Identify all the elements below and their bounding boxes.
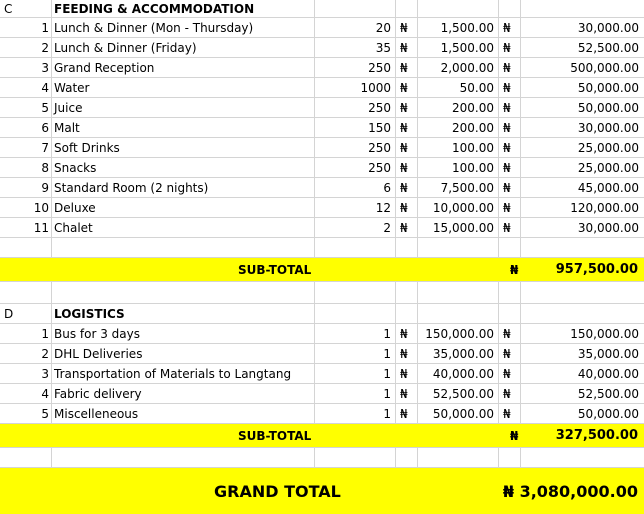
item-quantity[interactable]: 2 <box>315 218 396 237</box>
table-row[interactable] <box>0 344 644 364</box>
item-rate[interactable]: 50.00 <box>418 78 499 97</box>
item-quantity[interactable]: 1 <box>315 364 396 383</box>
empty-cell[interactable] <box>315 238 396 257</box>
table-row[interactable] <box>0 98 644 118</box>
empty-cell[interactable] <box>52 238 315 257</box>
item-rate[interactable]: 200.00 <box>418 98 499 117</box>
empty-cell[interactable] <box>499 0 521 17</box>
section-c-subtotal-row[interactable] <box>0 258 644 282</box>
naira-symbol[interactable]: ₦ <box>499 118 521 137</box>
item-number[interactable]: 6 <box>0 118 52 137</box>
empty-cell[interactable] <box>0 448 52 467</box>
section-c-title[interactable]: FEEDING & ACCOMMODATION <box>52 0 315 17</box>
section-c-letter[interactable]: C <box>0 0 52 17</box>
empty-cell[interactable] <box>396 238 418 257</box>
item-quantity[interactable]: 1 <box>315 324 396 343</box>
section-d-subtotal-row[interactable] <box>0 424 644 448</box>
naira-symbol[interactable]: ₦ <box>396 98 418 117</box>
table-row[interactable] <box>0 404 644 424</box>
section-d-subtotal-value: 327,500.00 <box>555 428 638 443</box>
item-number[interactable]: 5 <box>0 98 52 117</box>
item-description[interactable]: Transportation of Materials to Langtang <box>52 364 315 383</box>
table-row[interactable] <box>0 158 644 178</box>
naira-symbol[interactable]: ₦ <box>396 384 418 403</box>
item-number[interactable]: 3 <box>0 364 52 383</box>
empty-cell[interactable] <box>521 448 644 467</box>
item-description[interactable]: Malt <box>52 118 315 137</box>
item-quantity[interactable]: 35 <box>315 38 396 57</box>
item-number[interactable]: 1 <box>0 324 52 343</box>
naira-symbol[interactable]: ₦ <box>396 198 418 217</box>
item-amount[interactable]: 25,000.00 <box>577 140 639 155</box>
item-quantity[interactable]: 150 <box>315 118 396 137</box>
item-quantity[interactable]: 250 <box>315 158 396 177</box>
empty-cell[interactable] <box>521 304 644 323</box>
empty-cell[interactable] <box>418 0 499 17</box>
empty-cell[interactable] <box>52 282 315 303</box>
naira-symbol[interactable]: ₦ <box>499 324 521 343</box>
item-rate[interactable]: 100.00 <box>418 138 499 157</box>
item-quantity[interactable]: 250 <box>315 58 396 77</box>
item-rate[interactable]: 1,500.00 <box>418 38 499 57</box>
table-row[interactable] <box>0 138 644 158</box>
naira-symbol[interactable]: ₦ <box>499 404 521 423</box>
item-amount[interactable]: 40,000.00 <box>577 366 639 381</box>
item-description[interactable]: Standard Room (2 nights) <box>52 178 315 197</box>
item-quantity[interactable]: 1 <box>315 404 396 423</box>
item-amount[interactable]: 52,500.00 <box>577 40 639 55</box>
naira-symbol[interactable]: ₦ <box>396 178 418 197</box>
item-description[interactable]: Snacks <box>52 158 315 177</box>
item-number[interactable]: 8 <box>0 158 52 177</box>
item-rate[interactable]: 15,000.00 <box>418 218 499 237</box>
item-number[interactable]: 3 <box>0 58 52 77</box>
table-row[interactable] <box>0 324 644 344</box>
naira-symbol: ₦ <box>510 262 519 277</box>
empty-cell[interactable] <box>396 448 418 467</box>
item-rate[interactable]: 7,500.00 <box>418 178 499 197</box>
item-amount[interactable]: 52,500.00 <box>577 386 639 401</box>
empty-row[interactable] <box>0 282 644 304</box>
naira-symbol[interactable]: ₦ <box>396 344 418 363</box>
section-c-subtotal-label: SUB-TOTAL <box>238 262 312 277</box>
naira-symbol[interactable]: ₦ <box>396 324 418 343</box>
item-description[interactable]: Water <box>52 78 315 97</box>
item-amount[interactable]: 50,000.00 <box>577 406 639 421</box>
item-number[interactable]: 2 <box>0 38 52 57</box>
item-amount[interactable]: 50,000.00 <box>577 100 639 115</box>
item-quantity[interactable]: 6 <box>315 178 396 197</box>
item-description[interactable]: DHL Deliveries <box>52 344 315 363</box>
empty-cell[interactable] <box>418 238 499 257</box>
empty-cell[interactable] <box>521 0 644 17</box>
table-row[interactable] <box>0 18 644 38</box>
table-row[interactable] <box>0 178 644 198</box>
grand-total-value: ₦ 3,080,000.00 <box>502 481 638 501</box>
naira-symbol[interactable]: ₦ <box>396 158 418 177</box>
item-number[interactable]: 2 <box>0 344 52 363</box>
item-amount[interactable]: 25,000.00 <box>577 160 639 175</box>
naira-symbol[interactable]: ₦ <box>499 384 521 403</box>
empty-cell[interactable] <box>0 238 52 257</box>
item-number[interactable]: 4 <box>0 384 52 403</box>
item-amount[interactable]: 500,000.00 <box>570 60 639 75</box>
naira-symbol[interactable]: ₦ <box>499 198 521 217</box>
item-rate[interactable]: 10,000.00 <box>418 198 499 217</box>
section-d-header-row[interactable] <box>0 304 644 324</box>
item-rate[interactable]: 40,000.00 <box>418 364 499 383</box>
item-description[interactable]: Deluxe <box>52 198 315 217</box>
empty-cell[interactable] <box>499 304 521 323</box>
section-c-header-row[interactable] <box>0 0 644 18</box>
naira-symbol[interactable]: ₦ <box>396 364 418 383</box>
item-rate[interactable]: 100.00 <box>418 158 499 177</box>
empty-cell[interactable] <box>418 304 499 323</box>
item-rate[interactable]: 50,000.00 <box>418 404 499 423</box>
item-amount[interactable]: 45,000.00 <box>577 180 639 195</box>
item-amount[interactable]: 30,000.00 <box>577 120 639 135</box>
naira-symbol[interactable]: ₦ <box>499 158 521 177</box>
empty-cell[interactable] <box>521 282 644 303</box>
naira-symbol[interactable]: ₦ <box>396 58 418 77</box>
item-rate[interactable]: 200.00 <box>418 118 499 137</box>
table-row[interactable] <box>0 78 644 98</box>
item-quantity[interactable]: 1000 <box>315 78 396 97</box>
empty-cell[interactable] <box>418 448 499 467</box>
empty-cell[interactable] <box>499 448 521 467</box>
item-description[interactable]: Chalet <box>52 218 315 237</box>
empty-cell[interactable] <box>52 448 315 467</box>
naira-symbol[interactable]: ₦ <box>396 138 418 157</box>
item-rate[interactable]: 150,000.00 <box>418 324 499 343</box>
naira-symbol[interactable]: ₦ <box>499 98 521 117</box>
item-description[interactable]: Grand Reception <box>52 58 315 77</box>
table-row[interactable] <box>0 384 644 404</box>
naira-symbol[interactable]: ₦ <box>499 38 521 57</box>
table-row[interactable] <box>0 58 644 78</box>
naira-symbol: ₦ <box>510 428 519 443</box>
item-number[interactable]: 7 <box>0 138 52 157</box>
item-description[interactable]: Fabric delivery <box>52 384 315 403</box>
item-quantity[interactable]: 1 <box>315 384 396 403</box>
item-amount[interactable]: 35,000.00 <box>577 346 639 361</box>
empty-row[interactable] <box>0 238 644 258</box>
item-quantity[interactable]: 12 <box>315 198 396 217</box>
naira-symbol[interactable]: ₦ <box>499 18 521 37</box>
naira-symbol[interactable]: ₦ <box>396 18 418 37</box>
table-row[interactable] <box>0 118 644 138</box>
empty-row[interactable] <box>0 448 644 468</box>
table-row[interactable] <box>0 198 644 218</box>
empty-cell[interactable] <box>396 282 418 303</box>
naira-symbol[interactable]: ₦ <box>396 218 418 237</box>
item-amount[interactable]: 30,000.00 <box>577 20 639 35</box>
empty-cell[interactable] <box>315 304 396 323</box>
naira-symbol[interactable]: ₦ <box>396 38 418 57</box>
item-description[interactable]: Lunch & Dinner (Mon - Thursday) <box>52 18 315 37</box>
item-description[interactable]: Juice <box>52 98 315 117</box>
item-number[interactable]: 5 <box>0 404 52 423</box>
item-description[interactable]: Soft Drinks <box>52 138 315 157</box>
naira-symbol[interactable]: ₦ <box>499 364 521 383</box>
empty-cell[interactable] <box>396 0 418 17</box>
table-row[interactable] <box>0 218 644 238</box>
empty-cell[interactable] <box>499 238 521 257</box>
item-description[interactable]: Miscelleneous <box>52 404 315 423</box>
empty-cell[interactable] <box>418 282 499 303</box>
naira-symbol[interactable]: ₦ <box>499 218 521 237</box>
grand-total-row[interactable] <box>0 468 644 514</box>
empty-cell[interactable] <box>396 304 418 323</box>
empty-cell[interactable] <box>0 282 52 303</box>
item-description[interactable]: Lunch & Dinner (Friday) <box>52 38 315 57</box>
item-description[interactable]: Bus for 3 days <box>52 324 315 343</box>
naira-symbol[interactable]: ₦ <box>499 138 521 157</box>
item-quantity[interactable]: 20 <box>315 18 396 37</box>
item-number[interactable]: 1 <box>0 18 52 37</box>
empty-cell[interactable] <box>315 448 396 467</box>
item-rate[interactable]: 1,500.00 <box>418 18 499 37</box>
section-c-subtotal-value: 957,500.00 <box>555 262 638 277</box>
item-amount[interactable]: 30,000.00 <box>577 220 639 235</box>
table-row[interactable] <box>0 38 644 58</box>
item-rate[interactable]: 35,000.00 <box>418 344 499 363</box>
section-d-subtotal-label: SUB-TOTAL <box>238 428 312 443</box>
naira-symbol[interactable]: ₦ <box>499 78 521 97</box>
item-rate[interactable]: 52,500.00 <box>418 384 499 403</box>
section-d-letter[interactable]: D <box>0 304 52 323</box>
empty-cell[interactable] <box>499 282 521 303</box>
section-d-title[interactable]: LOGISTICS <box>52 304 315 323</box>
naira-symbol[interactable]: ₦ <box>396 404 418 423</box>
naira-symbol[interactable]: ₦ <box>499 178 521 197</box>
item-number[interactable]: 10 <box>0 198 52 217</box>
item-quantity[interactable]: 250 <box>315 98 396 117</box>
naira-symbol[interactable]: ₦ <box>396 118 418 137</box>
item-rate[interactable]: 2,000.00 <box>418 58 499 77</box>
item-number[interactable]: 11 <box>0 218 52 237</box>
item-amount[interactable]: 150,000.00 <box>570 326 639 341</box>
table-row[interactable] <box>0 364 644 384</box>
naira-symbol[interactable]: ₦ <box>396 78 418 97</box>
item-quantity[interactable]: 250 <box>315 138 396 157</box>
item-number[interactable]: 4 <box>0 78 52 97</box>
grand-total-label: GRAND TOTAL <box>214 481 341 501</box>
empty-cell[interactable] <box>315 282 396 303</box>
item-amount[interactable]: 50,000.00 <box>577 80 639 95</box>
empty-cell[interactable] <box>521 238 644 257</box>
item-number[interactable]: 9 <box>0 178 52 197</box>
naira-symbol[interactable]: ₦ <box>499 58 521 77</box>
item-amount[interactable]: 120,000.00 <box>570 200 639 215</box>
naira-symbol[interactable]: ₦ <box>499 344 521 363</box>
item-quantity[interactable]: 1 <box>315 344 396 363</box>
empty-cell[interactable] <box>315 0 396 17</box>
